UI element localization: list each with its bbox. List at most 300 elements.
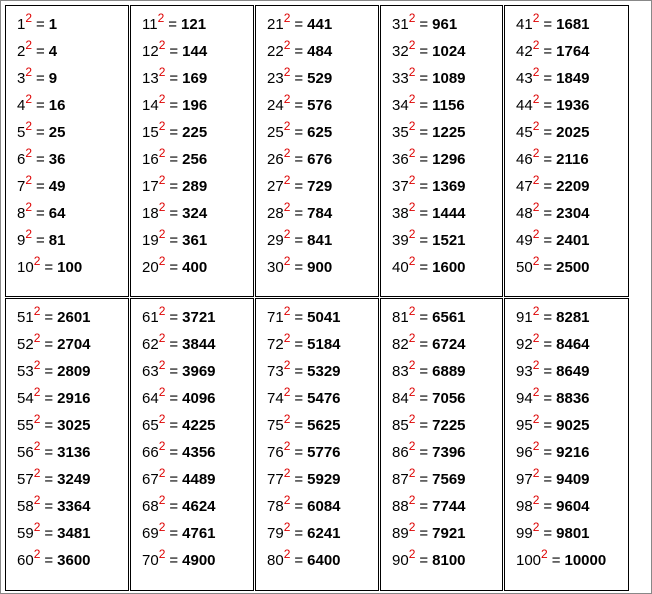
- exponent: 2: [283, 38, 291, 52]
- square-value: 9025: [556, 417, 590, 434]
- base-number: 20: [142, 259, 159, 276]
- square-entry: [516, 385, 590, 410]
- exponent: 2: [283, 547, 291, 561]
- equals-sign: =: [44, 363, 54, 380]
- equals-sign: =: [44, 498, 54, 515]
- square-entry: [392, 358, 466, 383]
- square-value: 9604: [556, 498, 590, 515]
- square-entry: [516, 119, 590, 144]
- exponent: 2: [408, 493, 416, 507]
- square-entry: [516, 200, 590, 225]
- square-entry: [17, 227, 66, 252]
- exponent: 2: [158, 65, 166, 79]
- exponent: 2: [408, 466, 416, 480]
- square-entry: [392, 439, 466, 464]
- square-entry: [392, 547, 466, 572]
- base-number: 69: [142, 525, 159, 542]
- square-entry: [17, 547, 91, 572]
- base-number: 17: [142, 178, 159, 195]
- equals-sign: =: [419, 552, 429, 569]
- exponent: 2: [158, 254, 166, 268]
- exponent: 2: [158, 547, 166, 561]
- square-value: 3844: [182, 336, 216, 353]
- equals-sign: =: [419, 336, 429, 353]
- equals-sign: =: [44, 390, 54, 407]
- exponent: 2: [408, 358, 416, 372]
- base-number: 56: [17, 444, 34, 461]
- base-number: 66: [142, 444, 159, 461]
- square-value: 1156: [432, 97, 465, 114]
- exponent: 2: [408, 11, 416, 25]
- equals-sign: =: [169, 151, 179, 168]
- exponent: 2: [283, 65, 291, 79]
- base-number: 92: [516, 336, 533, 353]
- exponent: 2: [283, 331, 291, 345]
- exponent: 2: [158, 304, 166, 318]
- exponent: 2: [158, 385, 166, 399]
- square-entry: [142, 493, 216, 518]
- square-value: 2025: [556, 124, 590, 141]
- equals-sign: =: [169, 205, 179, 222]
- square-entry: [392, 493, 466, 518]
- square-entry: [392, 331, 466, 356]
- exponent: 2: [283, 385, 291, 399]
- square-value: 400: [182, 259, 208, 276]
- exponent: 2: [532, 200, 540, 214]
- square-value: 9409: [556, 471, 590, 488]
- base-number: 51: [17, 309, 34, 326]
- square-value: 1444: [432, 205, 466, 222]
- square-entry: [516, 92, 590, 117]
- equals-sign: =: [169, 444, 179, 461]
- base-number: 46: [516, 151, 533, 168]
- equals-sign: =: [294, 363, 304, 380]
- equals-sign: =: [294, 124, 304, 141]
- equals-sign: =: [44, 552, 54, 569]
- square-value: 484: [307, 43, 333, 60]
- square-entry: [516, 547, 607, 572]
- exponent: 2: [532, 439, 540, 453]
- square-value: 64: [48, 205, 66, 222]
- square-value: 529: [307, 70, 333, 87]
- equals-sign: =: [36, 205, 45, 222]
- squares-block: [255, 5, 379, 297]
- equals-sign: =: [543, 178, 553, 195]
- square-entry: [267, 38, 333, 63]
- square-entry: [17, 520, 91, 545]
- square-value: 1849: [556, 70, 590, 87]
- base-number: 36: [392, 151, 409, 168]
- exponent: 2: [408, 92, 416, 106]
- square-entry: [267, 547, 341, 572]
- exponent: 2: [25, 173, 33, 187]
- equals-sign: =: [169, 363, 179, 380]
- base-number: 80: [267, 552, 284, 569]
- square-entry: [267, 119, 333, 144]
- equals-sign: =: [419, 417, 429, 434]
- square-value: 784: [307, 205, 333, 222]
- square-entry: [142, 466, 216, 491]
- square-entry: [17, 439, 91, 464]
- square-entry: [516, 38, 590, 63]
- square-entry: [267, 146, 333, 171]
- base-number: 94: [516, 390, 533, 407]
- exponent: 2: [158, 466, 166, 480]
- square-entry: [267, 304, 341, 329]
- base-number: 43: [516, 70, 533, 87]
- square-value: 121: [181, 16, 207, 33]
- square-entry: [516, 227, 590, 252]
- exponent: 2: [283, 146, 291, 160]
- equals-sign: =: [294, 16, 304, 33]
- square-entry: [516, 304, 590, 329]
- squares-block: [504, 298, 629, 591]
- square-value: 5184: [307, 336, 341, 353]
- equals-sign: =: [169, 43, 179, 60]
- exponent: 2: [33, 331, 41, 345]
- square-entry: [142, 358, 216, 383]
- exponent: 2: [33, 385, 41, 399]
- exponent: 2: [25, 65, 33, 79]
- equals-sign: =: [543, 417, 553, 434]
- equals-sign: =: [419, 363, 429, 380]
- base-number: 58: [17, 498, 34, 515]
- square-entry: [516, 65, 590, 90]
- square-value: 9: [48, 70, 58, 87]
- base-number: 16: [142, 151, 159, 168]
- square-value: 1296: [432, 151, 466, 168]
- base-number: 32: [392, 43, 409, 60]
- square-entry: [516, 520, 590, 545]
- exponent: 2: [158, 520, 166, 534]
- exponent: 2: [283, 304, 291, 318]
- base-number: 8: [17, 205, 26, 222]
- square-value: 2401: [556, 232, 590, 249]
- base-number: 26: [267, 151, 284, 168]
- base-number: 31: [392, 16, 409, 33]
- square-value: 225: [182, 124, 208, 141]
- base-number: 47: [516, 178, 533, 195]
- base-number: 81: [392, 309, 409, 326]
- equals-sign: =: [419, 525, 429, 542]
- square-value: 7744: [432, 498, 466, 515]
- square-entry: [392, 520, 466, 545]
- square-value: 961: [432, 16, 458, 33]
- square-value: 2209: [556, 178, 590, 195]
- square-value: 1: [48, 16, 58, 33]
- square-entry: [516, 11, 590, 36]
- exponent: 2: [532, 466, 540, 480]
- exponent: 2: [158, 92, 166, 106]
- exponent: 2: [408, 439, 416, 453]
- equals-sign: =: [543, 16, 553, 33]
- square-value: 2916: [57, 390, 91, 407]
- square-value: 4624: [182, 498, 216, 515]
- square-value: 169: [182, 70, 208, 87]
- base-number: 89: [392, 525, 409, 542]
- exponent: 2: [532, 146, 540, 160]
- equals-sign: =: [44, 444, 54, 461]
- equals-sign: =: [294, 43, 304, 60]
- square-value: 81: [48, 232, 66, 249]
- square-value: 3249: [57, 471, 91, 488]
- square-entry: [142, 254, 208, 279]
- base-number: 82: [392, 336, 409, 353]
- base-number: 68: [142, 498, 159, 515]
- square-value: 625: [307, 124, 333, 141]
- exponent: 2: [541, 547, 548, 561]
- equals-sign: =: [543, 336, 553, 353]
- square-value: 16: [48, 97, 66, 114]
- square-value: 2704: [57, 336, 91, 353]
- base-number: 12: [142, 43, 159, 60]
- square-value: 8464: [556, 336, 590, 353]
- equals-sign: =: [169, 124, 179, 141]
- equals-sign: =: [169, 390, 179, 407]
- exponent: 2: [408, 412, 416, 426]
- square-value: 100: [57, 259, 83, 276]
- base-number: 41: [516, 16, 533, 33]
- exponent: 2: [33, 254, 41, 268]
- equals-sign: =: [419, 178, 429, 195]
- square-value: 2116: [556, 151, 589, 168]
- square-value: 6084: [307, 498, 341, 515]
- base-number: 74: [267, 390, 284, 407]
- base-number: 22: [267, 43, 284, 60]
- base-number: 65: [142, 417, 159, 434]
- equals-sign: =: [169, 178, 179, 195]
- base-number: 21: [267, 16, 284, 33]
- square-entry: [392, 11, 458, 36]
- exponent: 2: [25, 92, 33, 106]
- equals-sign: =: [169, 417, 179, 434]
- equals-sign: =: [294, 259, 304, 276]
- equals-sign: =: [419, 16, 429, 33]
- equals-sign: =: [294, 417, 304, 434]
- base-number: 79: [267, 525, 284, 542]
- equals-sign: =: [294, 471, 304, 488]
- square-value: 2304: [556, 205, 590, 222]
- exponent: 2: [532, 65, 540, 79]
- base-number: 44: [516, 97, 533, 114]
- square-value: 6400: [307, 552, 341, 569]
- base-number: 98: [516, 498, 533, 515]
- equals-sign: =: [169, 70, 179, 87]
- base-number: 54: [17, 390, 34, 407]
- base-number: 83: [392, 363, 409, 380]
- square-entry: [267, 331, 341, 356]
- exponent: 2: [283, 119, 291, 133]
- exponent: 2: [532, 173, 540, 187]
- base-number: 2: [17, 43, 26, 60]
- base-number: 76: [267, 444, 284, 461]
- exponent: 2: [158, 358, 166, 372]
- exponent: 2: [33, 358, 41, 372]
- square-entry: [392, 412, 466, 437]
- equals-sign: =: [36, 151, 45, 168]
- base-number: 59: [17, 525, 34, 542]
- square-entry: [392, 227, 466, 252]
- exponent: 2: [33, 520, 41, 534]
- base-number: 11: [142, 16, 158, 33]
- square-entry: [392, 65, 466, 90]
- square-entry: [267, 358, 341, 383]
- equals-sign: =: [294, 525, 304, 542]
- square-entry: [267, 227, 333, 252]
- exponent: 2: [283, 92, 291, 106]
- square-entry: [17, 254, 83, 279]
- square-entry: [516, 358, 590, 383]
- square-value: 3136: [57, 444, 91, 461]
- equals-sign: =: [419, 390, 429, 407]
- base-number: 25: [267, 124, 284, 141]
- equals-sign: =: [294, 336, 304, 353]
- square-entry: [392, 173, 466, 198]
- exponent: 2: [532, 227, 540, 241]
- square-value: 900: [307, 259, 333, 276]
- square-value: 7921: [432, 525, 466, 542]
- square-value: 5776: [307, 444, 341, 461]
- base-number: 10: [17, 259, 34, 276]
- square-entry: [267, 254, 333, 279]
- square-entry: [267, 200, 333, 225]
- square-entry: [516, 254, 590, 279]
- exponent: 2: [532, 358, 540, 372]
- square-value: 2500: [556, 259, 590, 276]
- square-value: 9801: [556, 525, 590, 542]
- square-entry: [142, 385, 216, 410]
- equals-sign: =: [419, 151, 429, 168]
- exponent: 2: [532, 520, 540, 534]
- square-value: 2809: [57, 363, 91, 380]
- square-value: 4900: [182, 552, 216, 569]
- exponent: 2: [532, 304, 540, 318]
- square-value: 8836: [556, 390, 590, 407]
- base-number: 93: [516, 363, 533, 380]
- base-number: 73: [267, 363, 284, 380]
- square-value: 1089: [432, 70, 466, 87]
- square-value: 9216: [556, 444, 590, 461]
- square-value: 3721: [182, 309, 216, 326]
- equals-sign: =: [543, 363, 553, 380]
- square-entry: [392, 385, 466, 410]
- base-number: 27: [267, 178, 284, 195]
- square-entry: [392, 304, 466, 329]
- equals-sign: =: [419, 124, 429, 141]
- exponent: 2: [532, 92, 540, 106]
- base-number: 61: [142, 309, 159, 326]
- base-number: 52: [17, 336, 34, 353]
- equals-sign: =: [169, 525, 179, 542]
- base-number: 34: [392, 97, 409, 114]
- exponent: 2: [25, 11, 33, 25]
- exponent: 2: [33, 547, 41, 561]
- exponent: 2: [33, 493, 41, 507]
- base-number: 45: [516, 124, 533, 141]
- equals-sign: =: [36, 97, 45, 114]
- equals-sign: =: [294, 390, 304, 407]
- equals-sign: =: [543, 43, 553, 60]
- square-entry: [142, 38, 208, 63]
- equals-sign: =: [419, 205, 429, 222]
- square-entry: [267, 385, 341, 410]
- equals-sign: =: [419, 444, 429, 461]
- exponent: 2: [158, 227, 166, 241]
- base-number: 30: [267, 259, 284, 276]
- equals-sign: =: [36, 232, 45, 249]
- equals-sign: =: [419, 97, 429, 114]
- square-entry: [392, 38, 466, 63]
- square-entry: [142, 173, 208, 198]
- square-value: 3364: [57, 498, 91, 515]
- exponent: 2: [158, 439, 166, 453]
- square-value: 7225: [432, 417, 466, 434]
- exponent: 2: [408, 65, 416, 79]
- square-value: 1521: [432, 232, 466, 249]
- square-entry: [142, 92, 208, 117]
- base-number: 28: [267, 205, 284, 222]
- exponent: 2: [408, 38, 416, 52]
- equals-sign: =: [543, 124, 553, 141]
- square-value: 5041: [307, 309, 341, 326]
- equals-sign: =: [419, 259, 429, 276]
- square-entry: [267, 520, 341, 545]
- square-value: 324: [182, 205, 208, 222]
- exponent: 2: [25, 38, 33, 52]
- square-value: 4225: [182, 417, 216, 434]
- exponent: 2: [25, 146, 33, 160]
- exponent: 2: [158, 173, 166, 187]
- exponent: 2: [25, 119, 33, 133]
- base-number: 40: [392, 259, 409, 276]
- exponent: 2: [157, 11, 165, 25]
- squares-block: [380, 298, 503, 591]
- square-entry: [142, 146, 208, 171]
- square-entry: [516, 493, 590, 518]
- equals-sign: =: [169, 552, 179, 569]
- base-number: 77: [267, 471, 284, 488]
- square-value: 1024: [432, 43, 466, 60]
- base-number: 64: [142, 390, 159, 407]
- base-number: 18: [142, 205, 159, 222]
- square-value: 49: [48, 178, 66, 195]
- square-value: 3481: [57, 525, 91, 542]
- square-value: 6889: [432, 363, 466, 380]
- square-value: 25: [48, 124, 66, 141]
- square-entry: [17, 173, 66, 198]
- square-value: 3600: [57, 552, 91, 569]
- base-number: 86: [392, 444, 409, 461]
- square-value: 2601: [57, 309, 91, 326]
- exponent: 2: [25, 227, 33, 241]
- exponent: 2: [283, 412, 291, 426]
- square-entry: [17, 466, 91, 491]
- squares-block: [130, 5, 254, 297]
- square-value: 676: [307, 151, 333, 168]
- square-entry: [392, 146, 466, 171]
- square-entry: [142, 439, 216, 464]
- square-entry: [17, 358, 91, 383]
- base-number: 85: [392, 417, 409, 434]
- square-value: 361: [182, 232, 208, 249]
- equals-sign: =: [419, 70, 429, 87]
- squares-block: [504, 5, 629, 297]
- square-entry: [17, 304, 91, 329]
- base-number: 90: [392, 552, 409, 569]
- square-entry: [267, 412, 341, 437]
- square-value: 441: [307, 16, 333, 33]
- exponent: 2: [408, 385, 416, 399]
